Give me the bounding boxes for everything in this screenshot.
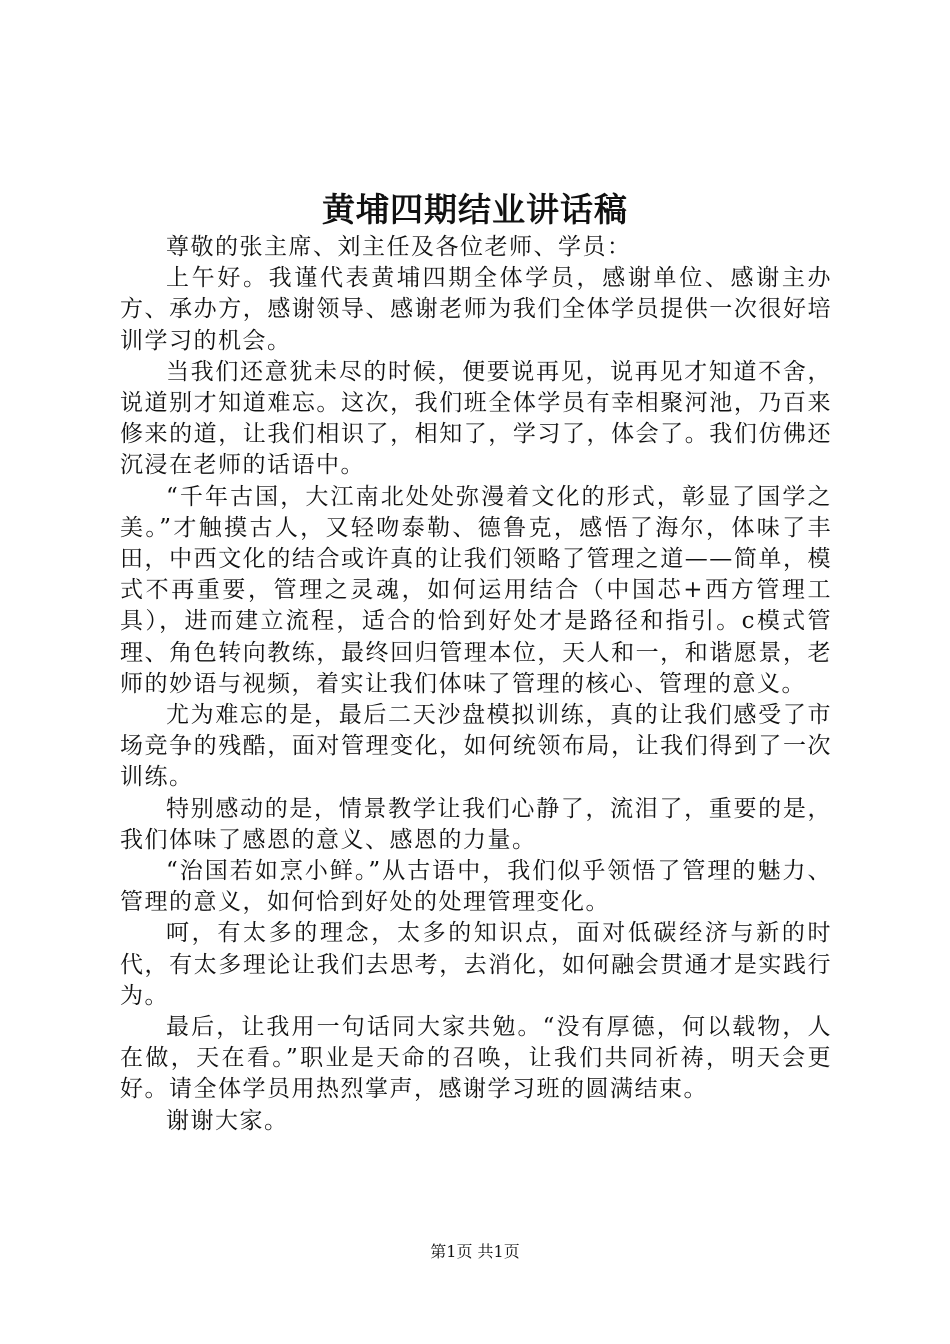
document-body <box>120 232 832 1137</box>
paragraph-closing: 谢谢大家。 <box>166 1107 289 1134</box>
page-number-footer: 第1页 共1页 <box>430 1242 520 1261</box>
paragraph: 最后，让我用一句话同大家共勉。“没有厚德，何以载物，人在做，天在看。”职业是天命的召唤，让我们共同祈祷，明天会更好。请全体学员用热烈掌声，感谢学习班的圆满结束。 <box>120 1014 832 1103</box>
paragraph: 特别感动的是，情景教学让我们心静了，流泪了，重要的是，我们体味了感恩的意义、感恩的力量。 <box>120 795 832 853</box>
paragraph: 尤为难忘的是，最后二天沙盘模拟训练，真的让我们感受了市场竞争的残酷，面对管理变化，如何统领布局，让我们得到了一次训练。 <box>120 702 832 791</box>
paragraph-salutation: 尊敬的张主席、刘主任及各位老师、学员： <box>166 234 632 260</box>
paragraph: 呵，有太多的理念，太多的知识点，面对低碳经济与新的时代，有太多理论让我们去思考，去消化，如何融会贯通才是实践行为。 <box>120 920 832 1009</box>
paragraph: 当我们还意犹未尽的时候，便要说再见，说再见才知道不舍，说道别才知道难忘。这次，我们班全体学员有幸相聚河池，乃百来修来的道，让我们相识了，相知了，学习了，体会了。我们仿佛还沉浸在老师的话语中。 <box>120 358 832 479</box>
paragraph: “千年古国，大江南北处处弥漫着文化的形式，彰显了国学之美。”才触摸古人，又轻吻泰勒、德鲁克，感悟了海尔，体味了丰田，中西文化的结合或许真的让我们领略了管理之道——简单，模式不再重要，管理之灵魂，如何运用结合（中国芯+西方管理工具），进而建立流程，适合的恰到好处才是路径和指引。c模式管理、角色转向教练，最终回归管理本位，天人和一，和谐愿景，老师的妙语与视频，着实让我们体味了管理的核心、管理的意义。 <box>120 483 832 697</box>
document-title: 黄埔四期结业讲话稿 <box>322 190 628 229</box>
paragraph: “治国若如烹小鲜。”从古语中，我们似乎领悟了管理的魅力、管理的意义，如何恰到好处的处理管理变化。 <box>120 858 832 916</box>
paragraph: 上午好。我谨代表黄埔四期全体学员，感谢单位、感谢主办方、承办方，感谢领导、感谢老师为我们全体学员提供一次很好培训学习的机会。 <box>120 265 832 354</box>
